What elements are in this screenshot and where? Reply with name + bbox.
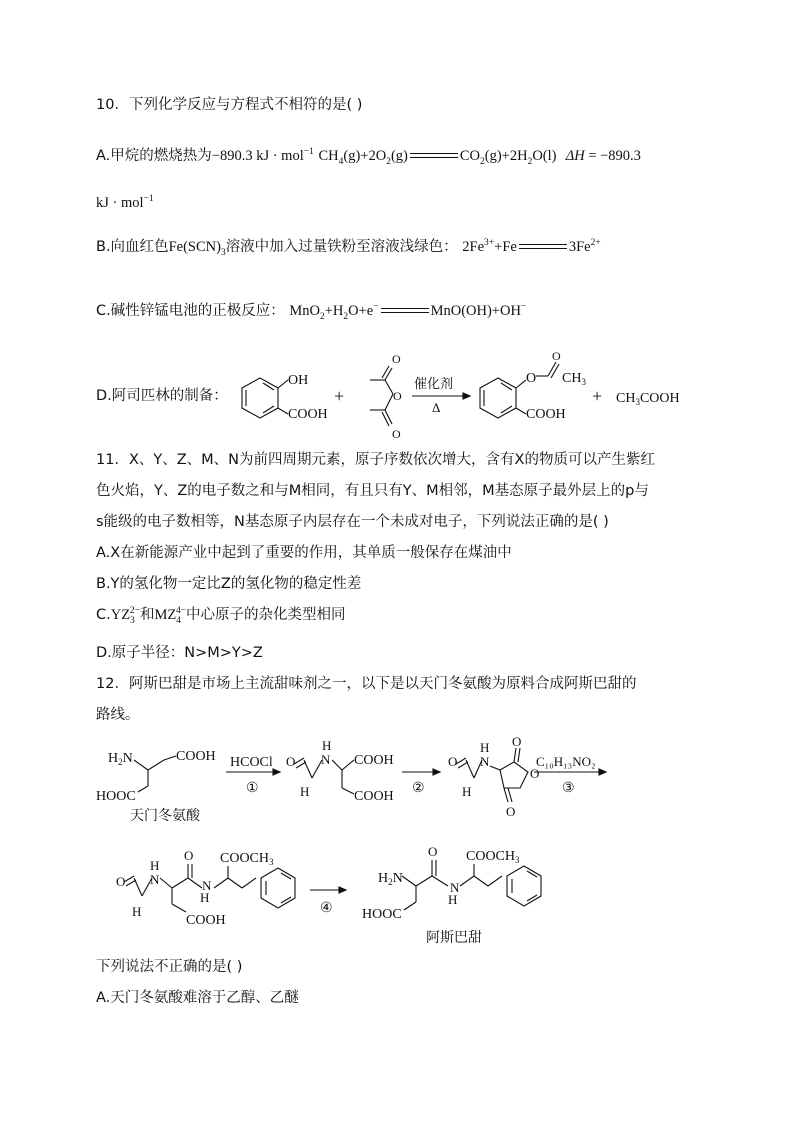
svg-text:Δ: Δ — [432, 400, 441, 415]
svg-text:H: H — [132, 904, 142, 919]
q10-option-a-line1: A.甲烷的燃烧热为−890.3 kJ · mol$^{-1}$ $CH_4(g)+2O_2(g)$ $CO_2(g)+2H_2O(l) \Delta H = -890.3$ — [96, 147, 641, 167]
svg-text:HOOC: HOOC — [96, 789, 136, 804]
svg-text:天门冬氨酸: 天门冬氨酸 — [130, 809, 200, 824]
svg-text:COOCH3: $COOCH_3$ — [466, 849, 520, 865]
svg-text:HCOCl: HCOCl — [230, 755, 273, 770]
svg-text:O: O — [552, 350, 561, 363]
svg-text:O: O — [428, 844, 438, 859]
svg-text:N: N — [150, 872, 160, 887]
q12-question: 下列说法不正确的是( ) — [96, 959, 243, 975]
svg-text:H2N: $H_2N$ — [108, 751, 133, 767]
svg-text:COOH: COOH — [354, 789, 394, 804]
svg-text:+: + — [592, 386, 603, 406]
svg-text:H2N: $H_2N$ — [378, 871, 403, 887]
aspirin-synthesis-scheme — [230, 350, 710, 442]
q10-stem: 10．下列化学反应与方程式不相符的是( ) — [96, 97, 363, 113]
svg-text:O: O — [393, 389, 402, 403]
q12-option-a: A.天门冬氨酸难溶于乙醇、乙醚 — [96, 990, 299, 1006]
q11-stem-line2: 色火焰，Y、Z的电子数之和与M相同，有且只有Y、M相邻，M基态原子最外层上的p与 — [96, 483, 649, 499]
svg-text:CH3: $CH_3$ — [562, 371, 586, 387]
svg-text:O: O — [526, 371, 537, 386]
svg-text:③: ③ — [562, 781, 575, 796]
svg-text:CH3COOH: $CH_3COOH$ — [616, 391, 680, 407]
svg-text:H: H — [150, 858, 160, 873]
svg-text:H: H — [200, 890, 210, 905]
svg-text:O: O — [530, 766, 540, 781]
svg-text:O: O — [286, 754, 296, 769]
svg-text:O: O — [512, 734, 522, 749]
q11-stem-line1: 11．X、Y、Z、M、N为前四周期元素，原子序数依次增大，含有X的物质可以产生紫红 — [96, 452, 655, 468]
q11-option-d: D.原子半径：N>M>Y>Z — [96, 645, 263, 661]
q10-option-d-label: D.阿司匹林的制备： — [96, 388, 228, 404]
q10-option-c: C.碱性锌锰电池的正极反应： $MnO_2+H_2O+e^-$ MnO(OH)+OH− — [96, 302, 527, 322]
svg-text:COOH: COOH — [186, 913, 226, 928]
svg-text:COOH: COOH — [288, 407, 328, 422]
q10-option-a-line2: kJ · mol$^{-1}$ — [96, 194, 154, 211]
svg-text:O: O — [184, 848, 194, 863]
svg-text:②: ② — [412, 781, 425, 796]
svg-text:+: + — [334, 386, 345, 406]
svg-text:催化剂: 催化剂 — [414, 376, 454, 391]
q12-stem-line2: 路线。 — [96, 707, 140, 723]
svg-text:H: H — [448, 892, 458, 907]
q11-option-b: B.Y的氢化物一定比Z的氢化物的稳定性差 — [96, 576, 362, 592]
svg-text:N: N — [450, 880, 460, 895]
svg-text:N: N — [321, 752, 331, 767]
svg-text:O: O — [506, 804, 516, 819]
q12-stem-line1: 12．阿斯巴甜是市场上主流甜味剂之一，以下是以天门冬氨酸为原料合成阿斯巴甜的 — [96, 676, 637, 692]
svg-text:H: H — [480, 740, 490, 755]
svg-text:COOH: COOH — [526, 407, 566, 422]
aspartame-synthesis-scheme — [90, 730, 720, 950]
svg-text:H: H — [462, 784, 472, 799]
svg-text:O: O — [392, 427, 401, 441]
svg-text:N: N — [202, 878, 212, 893]
svg-text:①: ① — [246, 781, 259, 796]
svg-text:C₁₀H₁₃NO₂: C₁₀H₁₃NO₂ — [536, 754, 596, 769]
svg-text:HOOC: HOOC — [362, 907, 402, 922]
svg-text:阿斯巴甜: 阿斯巴甜 — [426, 931, 482, 946]
svg-text:O: O — [392, 352, 401, 366]
q11-stem-line3: s能级的电子数相等，N基态原子内层存在一个未成对电子，下列说法正确的是( ) — [96, 514, 609, 530]
svg-text:COOH: COOH — [176, 749, 216, 764]
svg-text:O: O — [116, 874, 126, 889]
svg-text:O: O — [448, 754, 458, 769]
q11-option-a: A.X在新能源产业中起到了重要的作用，其单质一般保存在煤油中 — [96, 545, 512, 561]
svg-text:H: H — [300, 784, 310, 799]
svg-text:COOH: COOH — [354, 753, 394, 768]
svg-text:④: ④ — [320, 901, 333, 916]
q11-option-c: $C.YZ_3^{2-}$和$MZ_4^{4-}$中心原子的杂化类型相同 — [96, 606, 346, 626]
q10-option-b: B.向血红色$Fe(SCN)_3$溶液中加入过量铁粉至溶液浅绿色： $2Fe^{3+}+Fe$ $3Fe^{2+}$ — [96, 238, 601, 258]
svg-text:OH: OH — [288, 373, 309, 388]
svg-text:N: N — [480, 754, 490, 769]
svg-text:COOCH3: $COOCH_3$ — [220, 851, 274, 867]
svg-text:H: H — [322, 738, 332, 753]
